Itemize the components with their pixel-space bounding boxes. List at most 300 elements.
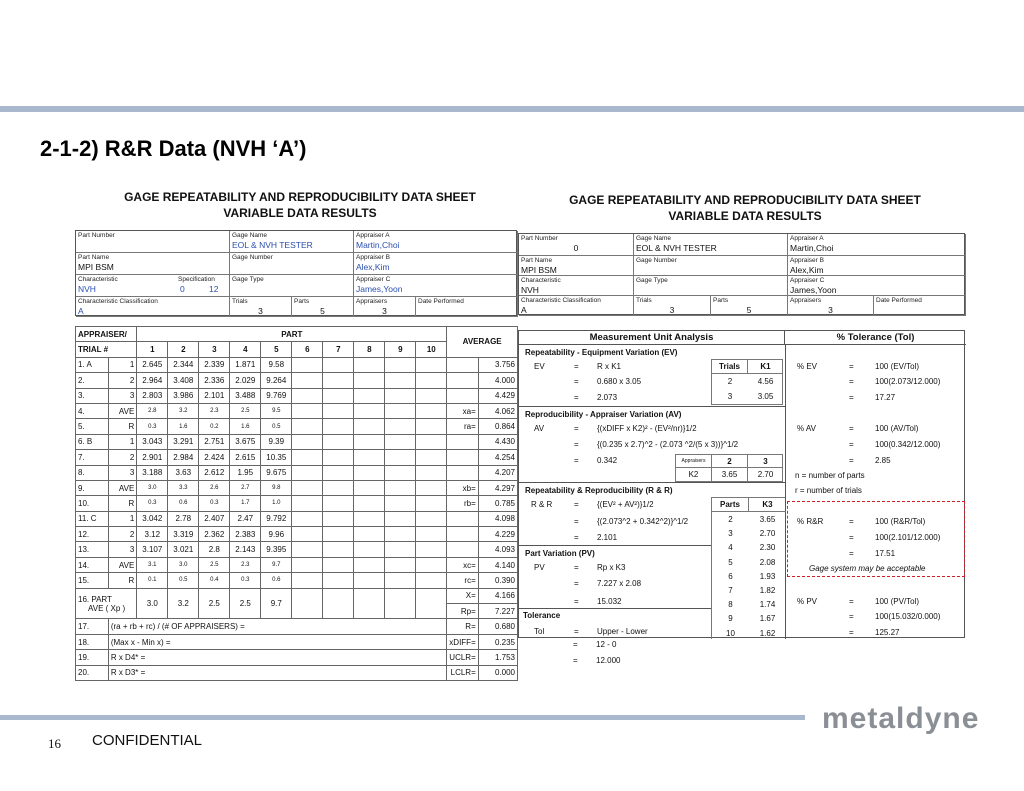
cell-value (292, 419, 323, 434)
k1-value-2: 4.56 (757, 377, 774, 386)
avg-value: 3.756 (478, 357, 517, 372)
cell-value: 2.612 (199, 465, 230, 480)
part-col-9: 9 (385, 342, 416, 357)
mua-heading: Measurement Unit Analysis (519, 331, 785, 345)
avg-value: 4.254 (478, 450, 517, 465)
cell-value: 2.615 (230, 450, 261, 465)
left-characteristic: Characteristic Specification NVH 0 12 (76, 275, 230, 297)
pv-substitution: 7.227 x 2.08 (597, 579, 642, 588)
right-characteristic: Characteristic NVH (519, 276, 634, 296)
cell-value (323, 496, 354, 511)
right-gage-name: Gage Name EOL & NVH TESTER (634, 234, 788, 256)
cell-value: 9.264 (261, 373, 292, 388)
row-label: 12. (76, 527, 109, 542)
row-label: 10. (76, 496, 109, 511)
avg-value: 4.093 (478, 542, 517, 557)
k3-head: K3 (749, 498, 786, 512)
k3-value-3: 2.70 (759, 529, 776, 539)
summary-row-num: 17. (76, 619, 109, 634)
left-appraisers: Appraisers 3 (354, 297, 416, 317)
rp-value: 7.227 (478, 604, 517, 619)
part-col-10: 10 (416, 342, 447, 357)
cell-value: 3.488 (230, 388, 261, 403)
cell-value: 3.021 (168, 542, 199, 557)
pv-eq1: = (574, 563, 579, 572)
cell-value (416, 527, 447, 542)
part-ave-value (416, 588, 447, 619)
cell-value (354, 557, 385, 572)
left-gage-name: Gage Name EOL & NVH TESTER (230, 231, 354, 253)
top-divider-bar (0, 106, 1024, 112)
k3-value-6: 1.93 (759, 571, 776, 581)
summary-row-value: 1.753 (478, 650, 517, 665)
avg-label: xb= (447, 480, 478, 495)
pct-rr-formula: 100 (R&R/Tol) (875, 517, 926, 526)
avg-label (447, 465, 478, 480)
table-row (76, 480, 518, 495)
k2-col-3: 3 (748, 455, 783, 468)
pv-section-title: Part Variation (PV) (525, 549, 595, 558)
cell-value: 3.188 (137, 465, 168, 480)
cell-value: 0.5 (261, 419, 292, 434)
avg-label: xc= (447, 557, 478, 572)
cell-value (354, 527, 385, 542)
row-trial: 3 (108, 542, 136, 557)
cell-value (323, 373, 354, 388)
cell-value (385, 480, 416, 495)
cell-value: 2.362 (199, 527, 230, 542)
avg-value: 4.140 (478, 557, 517, 572)
pct-ev-formula: 100 (EV/Tol) (875, 362, 920, 371)
cell-value: 3.0 (137, 480, 168, 495)
avg-label (447, 511, 478, 526)
k1-head: K1 (748, 360, 783, 374)
cell-value (354, 542, 385, 557)
pct-ev-eq2: = (849, 377, 854, 386)
cell-value (416, 465, 447, 480)
cell-value (385, 373, 416, 388)
tol-substitution: 12 - 0 (596, 640, 617, 649)
cell-value (416, 511, 447, 526)
table-row (76, 450, 518, 465)
table-row (76, 373, 518, 388)
part-ave-value: 9.7 (261, 588, 292, 619)
avg-label (447, 527, 478, 542)
cell-value (354, 357, 385, 372)
cell-value: 2.47 (230, 511, 261, 526)
avg-value: 4.000 (478, 373, 517, 388)
n-note: n = number of parts (795, 471, 865, 480)
right-sheet-title (545, 192, 945, 224)
cell-value (385, 465, 416, 480)
cell-value: 2.5 (199, 557, 230, 572)
row-trial: 2 (108, 527, 136, 542)
k3-value-7: 1.82 (759, 586, 776, 595)
row-label: 6. B (76, 434, 109, 449)
rr-formula-label: R & R (531, 500, 553, 509)
metaldyne-logo: metaldyne (822, 702, 980, 735)
ev-substitution: 0.680 x 3.05 (597, 377, 642, 386)
av-section-title: Reproducibility - Appraiser Variation (AV) (525, 410, 682, 419)
k2-col-2: 2 (712, 455, 748, 468)
cell-value (385, 496, 416, 511)
table-row (76, 527, 518, 542)
row-label: 1. A (76, 357, 109, 372)
row-trial: R (108, 496, 136, 511)
cell-value: 2.424 (199, 450, 230, 465)
pct-pv-label: % PV (797, 597, 818, 606)
part-ave-value: 3.0 (137, 588, 168, 619)
k1-table (711, 359, 783, 405)
av-eq1: = (574, 424, 579, 433)
table-row (76, 465, 518, 480)
right-classification: Characteristic Classification A (519, 296, 634, 316)
pct-ev-eq3: = (849, 393, 854, 402)
left-appraiser-b: Appraiser B Alex,Kim (354, 253, 518, 275)
avg-value: 4.430 (478, 434, 517, 449)
row-label: 11. C (76, 511, 109, 526)
cell-value (323, 450, 354, 465)
cell-value (416, 496, 447, 511)
row-trial: AVE (108, 557, 136, 572)
ev-formula-label: EV (534, 362, 545, 371)
right-data-sheet (515, 188, 967, 668)
right-sheet-title-line1: GAGE REPEATABILITY AND REPRODUCIBILITY DATA SHEET (569, 193, 921, 207)
cell-value (385, 403, 416, 418)
right-appraiser-c: Appraiser C James,Yoon (788, 276, 966, 296)
pct-rr-eq2: = (849, 533, 854, 542)
row-trial: 1 (108, 357, 136, 372)
pct-pv-eq2: = (849, 612, 854, 621)
k3-value-8: 1.74 (759, 600, 776, 610)
right-header-block (518, 233, 965, 315)
summary-row-20 (76, 665, 518, 680)
avg-value: 4.062 (478, 403, 517, 418)
cell-value: 3.1 (137, 557, 168, 572)
cell-value (292, 557, 323, 572)
cell-value: 2.8 (199, 542, 230, 557)
cell-value (323, 434, 354, 449)
right-part-number: Part Number 0 (519, 234, 634, 256)
cell-value (385, 357, 416, 372)
rr-formula: {(EV² + AV²)}1/2 (597, 500, 654, 509)
right-part-name: Part Name MPI BSM (519, 256, 634, 276)
acceptance-note: Gage system may be acceptable (809, 564, 926, 573)
right-gage-number: Gage Number (634, 256, 788, 276)
cell-value: 2.029 (230, 373, 261, 388)
cell-value (354, 450, 385, 465)
part-col-5: 5 (261, 342, 292, 357)
avg-label: ra= (447, 419, 478, 434)
page-number: 16 (48, 736, 61, 751)
rr-eq3: = (574, 533, 579, 542)
k2-appraisers-head: Appraisers (676, 455, 712, 468)
cell-value (292, 388, 323, 403)
cell-value: 9.96 (261, 527, 292, 542)
pv-formula-label: PV (534, 563, 545, 572)
part-ave-value (323, 588, 354, 619)
k3-value-2: 3.65 (759, 515, 776, 524)
summary-row-text: R x D4* = (108, 650, 446, 665)
right-date: Date Performed (874, 296, 966, 316)
cell-value (354, 496, 385, 511)
avg-label: rb= (447, 496, 478, 511)
tolerance-section-title: Tolerance (523, 611, 561, 620)
part-ave-value: 3.2 (168, 588, 199, 619)
k3-parts-5: 5 (728, 557, 733, 567)
left-sheet-title-line1: GAGE REPEATABILITY AND REPRODUCIBILITY DATA SHEET (124, 190, 476, 204)
cell-value (323, 542, 354, 557)
cell-value (292, 403, 323, 418)
left-header-block (75, 230, 517, 316)
row-label: 7. (76, 450, 109, 465)
rr-highlight-box (787, 501, 965, 577)
k3-parts-10: 10 (726, 628, 735, 638)
left-measurement-table (75, 326, 518, 681)
row-trial: 1 (108, 434, 136, 449)
pv-eq2: = (574, 579, 579, 588)
cell-value (354, 480, 385, 495)
cell-value: 2.339 (199, 357, 230, 372)
cell-value (385, 511, 416, 526)
cell-value: 2.143 (230, 542, 261, 557)
pv-formula: Rp x K3 (597, 563, 626, 572)
row-trial: 3 (108, 465, 136, 480)
right-appraiser-b: Appraiser B Alex,Kim (788, 256, 966, 276)
cell-value (416, 450, 447, 465)
cell-value: 2.3 (199, 403, 230, 418)
right-appraisers: Appraisers 3 (788, 296, 874, 316)
k1-trial-3: 3 (727, 392, 733, 401)
cell-value (385, 388, 416, 403)
cell-value (323, 480, 354, 495)
cell-value (323, 573, 354, 588)
cell-value: 2.803 (137, 388, 168, 403)
right-trials: Trials 3 (634, 296, 711, 316)
summary-row-18 (76, 634, 518, 649)
tol-eq1: = (574, 627, 579, 636)
k3-parts-2: 2 (728, 515, 733, 524)
row-trial: R (108, 419, 136, 434)
cell-value (323, 511, 354, 526)
cell-value (292, 496, 323, 511)
cell-value: 3.0 (168, 557, 199, 572)
cell-value: 9.792 (261, 511, 292, 526)
k3-parts-head: Parts (712, 498, 749, 512)
avg-value: 0.864 (478, 419, 517, 434)
summary-row-value: 0.680 (478, 619, 517, 634)
avg-value: 0.390 (478, 573, 517, 588)
part-head: PART (137, 327, 447, 342)
cell-value (354, 373, 385, 388)
rr-eq2: = (574, 517, 579, 526)
left-date: Date Performed (416, 297, 518, 317)
table-row (76, 434, 518, 449)
cell-value (416, 573, 447, 588)
k3-parts-3: 3 (728, 529, 733, 539)
left-part-number: Part Number (76, 231, 230, 253)
summary-row-label: UCLR= (447, 650, 478, 665)
avg-value: 4.229 (478, 527, 517, 542)
row-trial: 1 (108, 511, 136, 526)
part-ave-value (385, 588, 416, 619)
cell-value (292, 465, 323, 480)
cell-value (416, 434, 447, 449)
part-col-6: 6 (292, 342, 323, 357)
cell-value: 1.871 (230, 357, 261, 372)
cell-value: 0.4 (199, 573, 230, 588)
cell-value: 0.3 (199, 496, 230, 511)
cell-value: 1.6 (230, 419, 261, 434)
summary-row-label: LCLR= (447, 665, 478, 680)
part-col-8: 8 (354, 342, 385, 357)
cell-value (416, 388, 447, 403)
rr-result: 2.101 (597, 533, 618, 542)
k3-parts-6: 6 (728, 571, 733, 581)
av-substitution: {(0.235 x 2.7)^2 - (2.073 ^2/(5 x 3))}^1/2 (597, 440, 739, 449)
ev-formula: R x K1 (597, 362, 622, 371)
right-gage-type: Gage Type (634, 276, 788, 296)
tol-eq3: = (573, 656, 578, 665)
cell-value: 2.3 (230, 557, 261, 572)
k1-trial-2: 2 (727, 377, 733, 386)
avg-label (447, 357, 478, 372)
right-sheet-title-line2: VARIABLE DATA RESULTS (668, 209, 822, 223)
row-label: 5. (76, 419, 109, 434)
rr-section-title: Repeatability & Reproducibility (R & R) (525, 486, 673, 495)
left-data-sheet (70, 185, 520, 685)
measurement-unit-analysis (518, 330, 965, 638)
average-head: AVERAGE (447, 327, 518, 358)
row-label: 14. (76, 557, 109, 572)
cell-value (416, 419, 447, 434)
pct-pv-result: 125.27 (875, 628, 900, 637)
cell-value: 9.769 (261, 388, 292, 403)
ev-result: 2.073 (597, 393, 618, 402)
tol-eq2: = (573, 640, 578, 649)
avg-label (447, 542, 478, 557)
table-row (76, 388, 518, 403)
row-trial: AVE (108, 403, 136, 418)
cell-value (416, 542, 447, 557)
table-row (76, 542, 518, 557)
row-label: 3. (76, 388, 109, 403)
k3-value-9: 1.67 (759, 614, 776, 624)
k3-value-10: 1.62 (759, 628, 776, 638)
left-part-name: Part Name MPI BSM (76, 253, 230, 275)
cell-value: 9.675 (261, 465, 292, 480)
cell-value: 2.6 (199, 480, 230, 495)
cell-value (323, 527, 354, 542)
cell-value: 9.5 (261, 403, 292, 418)
confidential-label: CONFIDENTIAL (92, 732, 203, 749)
pct-av-eq2: = (849, 440, 854, 449)
part-col-1: 1 (137, 342, 168, 357)
cell-value: 0.3 (137, 419, 168, 434)
rp-label: Rp= (447, 604, 478, 619)
k2-table (675, 454, 783, 482)
cell-value (416, 557, 447, 572)
table-row (76, 573, 518, 588)
cell-value: 0.3 (230, 573, 261, 588)
left-parts: Parts 5 (292, 297, 354, 317)
pct-av-eq3: = (849, 456, 854, 465)
k3-table (711, 497, 785, 639)
cell-value (385, 527, 416, 542)
k3-parts-4: 4 (728, 543, 733, 553)
summary-row-label: R= (447, 619, 478, 634)
summary-row-text: R x D3* = (108, 665, 446, 680)
cell-value (354, 434, 385, 449)
cell-value (385, 419, 416, 434)
left-appraiser-c: Appraiser C James,Yoon (354, 275, 518, 297)
part-ave-label (76, 588, 137, 619)
cell-value (323, 403, 354, 418)
ev-eq2: = (574, 377, 579, 386)
k3-parts-9: 9 (728, 614, 733, 624)
k3-parts-7: 7 (728, 586, 733, 595)
pct-av-result: 2.85 (875, 456, 891, 465)
table-row (76, 557, 518, 572)
pct-rr-result: 17.51 (875, 549, 896, 558)
av-eq3: = (574, 456, 579, 465)
cell-value: 2.901 (137, 450, 168, 465)
part-col-3: 3 (199, 342, 230, 357)
cell-value: 2.383 (230, 527, 261, 542)
cell-value: 2.984 (168, 450, 199, 465)
avg-label: xa= (447, 403, 478, 418)
pct-av-label: % AV (797, 424, 816, 433)
cell-value (292, 434, 323, 449)
cell-value: 9.39 (261, 434, 292, 449)
summary-row-19 (76, 650, 518, 665)
row-label: 2. (76, 373, 109, 388)
page-title: 2-1-2) R&R Data (NVH ‘A’) (40, 136, 307, 161)
left-sheet-title-line2: VARIABLE DATA RESULTS (223, 206, 377, 220)
cell-value: 1.95 (230, 465, 261, 480)
tol-formula-label: Tol (534, 627, 545, 636)
cell-value: 0.5 (168, 573, 199, 588)
avg-label (447, 434, 478, 449)
part-ave-value (292, 588, 323, 619)
table-row (76, 511, 518, 526)
k3-parts-8: 8 (728, 600, 733, 610)
k1-trials-head: Trials (712, 360, 748, 374)
left-appraiser-a: Appraiser A Martin,Choi (354, 231, 518, 253)
appraiser-trial-head: APPRAISER/ (76, 327, 137, 342)
left-sheet-title (100, 189, 500, 221)
summary-row-num: 18. (76, 634, 109, 649)
cell-value (416, 357, 447, 372)
cell-value (385, 542, 416, 557)
cell-value (323, 419, 354, 434)
cell-value (323, 557, 354, 572)
left-gage-number: Gage Number (230, 253, 354, 275)
pct-rr-eq3: = (849, 549, 854, 558)
pct-ev-result: 17.27 (875, 393, 896, 402)
pct-rr-label: % R&R (797, 517, 824, 526)
avg-label (447, 388, 478, 403)
av-formula-label: AV (534, 424, 545, 433)
cell-value: 2.336 (199, 373, 230, 388)
cell-value (292, 527, 323, 542)
avg-value: 4.297 (478, 480, 517, 495)
cell-value: 3.043 (137, 434, 168, 449)
avg-value: 4.098 (478, 511, 517, 526)
part-ave-label-1: 16. PART (78, 594, 112, 604)
cell-value: 3.986 (168, 388, 199, 403)
pct-ev-eq1: = (849, 362, 854, 371)
